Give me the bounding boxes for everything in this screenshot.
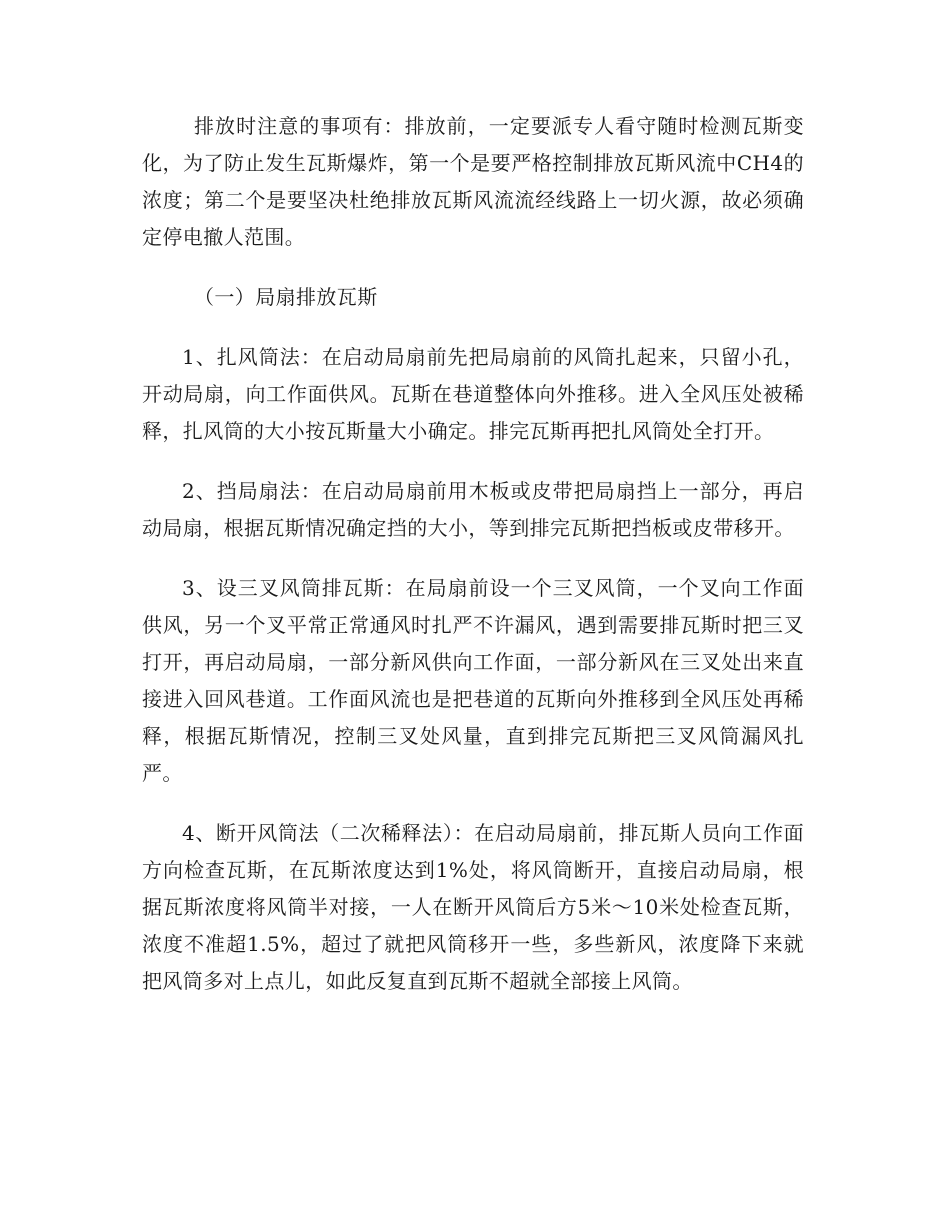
document-body: [142, 108, 804, 1000]
section-heading: （一）局扇排放瓦斯: [194, 285, 378, 309]
method-paragraph-2: 2、挡局扇法：在启动局扇前用木板或皮带把局扇挡上一部分，再启动局扇，根据瓦斯情况确定挡的大小，等到排完瓦斯把挡板或皮带移开。: [142, 479, 804, 540]
method-paragraph-1: 1、扎风筒法：在启动局扇前先把局扇前的风筒扎起来，只留小孔，开动局扇，向工作面供风。瓦斯在巷道整体向外推移。进入全风压处被稀释，扎风筒的大小按瓦斯量大小确定。排完瓦斯再把扎风筒处全打开。: [142, 345, 804, 443]
method-paragraph-3: 3、设三叉风筒排瓦斯：在局扇前设一个三叉风筒，一个叉向工作面供风，另一个叉平常正常通风时扎严不许漏风，遇到需要排瓦斯时把三叉打开，再启动局扇，一部分新风供向工作面，一部分新风在三叉处出来直接进入回风巷道。工作面风流也是把巷道的瓦斯向外推移到全风压处再稀释，根据瓦斯情况，控制三叉处风量，直到排完瓦斯把三叉风筒漏风扎严。: [142, 576, 804, 785]
method-paragraph-4: 4、断开风筒法（二次稀释法）：在启动局扇前，排瓦斯人员向工作面方向检查瓦斯，在瓦斯浓度达到1%处，将风筒断开，直接启动局扇，根据瓦斯浓度将风筒半对接，一人在断开风筒后方5米～10米处检查瓦斯，浓度不准超1.5%，超过了就把风筒移开一些，多些新风，浓度降下来就把风筒多对上点儿，如此反复直到瓦斯不超就全部接上风筒。: [142, 821, 804, 993]
intro-paragraph: 排放时注意的事项有：排放前，一定要派专人看守随时检测瓦斯变化，为了防止发生瓦斯爆炸，第一个是要严格控制排放瓦斯风流中CH4的浓度；第二个是要坚决杜绝排放瓦斯风流流经线路上一切火源，故必须确定停电撤人范围。: [142, 114, 804, 249]
